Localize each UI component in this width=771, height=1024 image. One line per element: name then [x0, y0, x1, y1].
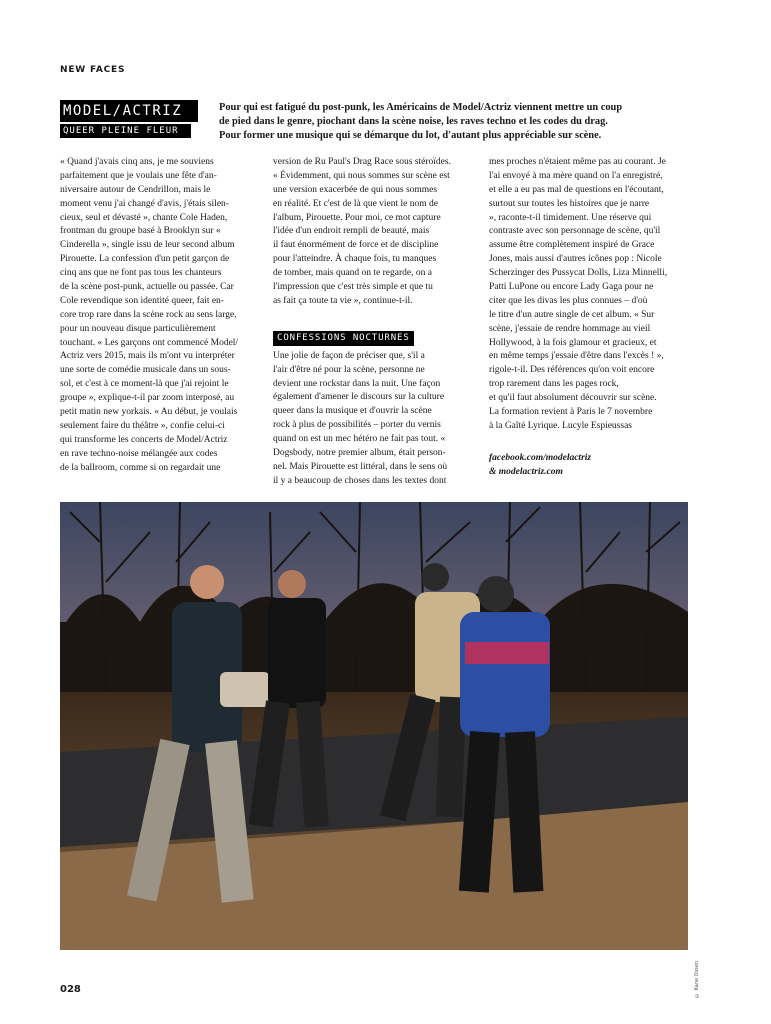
text-line: citer que les divas les plus connues – d'où	[489, 295, 648, 306]
intertitle: CONFESSIONS NOCTURNES	[273, 331, 414, 346]
text-line: moment venu j'ai changé d'avis, j'étais silen-	[60, 198, 229, 209]
text-line: en réalité. Et c'est de là que vient le nom de	[273, 198, 438, 209]
text-line: touchant. « Les garçons ont commencé Model/	[60, 337, 239, 348]
text-line: mes proches n'étaient même pas au courant. Je	[489, 157, 666, 167]
text-line: sol, et c'est à ce moment-là que j'ai rejoint le	[60, 379, 229, 390]
lede-line: Pour qui est fatigué du post-punk, les Américains de Model/Actriz viennent mettre un coup	[219, 102, 623, 113]
column-3	[489, 156, 689, 480]
text-line: Dogsbody, notre premier album, était person-	[273, 448, 446, 459]
text-line: contraste avec son personnage de scène, qu'il	[489, 226, 661, 237]
text-line: rigole-t-il. Des références qu'on voit encore	[489, 365, 655, 376]
column-2	[273, 156, 473, 489]
text-line: qui transforme les concerts de Model/Actriz	[60, 434, 228, 445]
column-1	[60, 156, 260, 475]
text-line: scène, j'essaie de rendre hommage au vieil	[489, 323, 651, 334]
text-line: cieux, seul et dévasté », chante Cole Haden,	[60, 212, 228, 223]
text-line: Une jolie de façon de préciser que, s'il a	[273, 350, 425, 361]
text-line: une version exacerbée de qui nous sommes	[273, 184, 438, 195]
page-number: 028	[60, 984, 81, 995]
text-line: parfaitement que je voulais une fête d'an-	[60, 170, 217, 181]
text-line: de tomber, mais quand on te regarde, on a	[273, 268, 432, 279]
text-line: en même temps j'essaie d'être dans l'excès ! »,	[489, 351, 664, 362]
text-line: seulement faire du théâtre », confie celui-ci	[60, 420, 225, 431]
lede	[219, 101, 679, 144]
text-line: en rave techno-noise mélangée aux codes	[60, 448, 218, 459]
text-line: Patti LuPone ou encore Lady Gaga pour ne	[489, 282, 654, 293]
text-line: Jones, mais aussi d'autres icônes pop : Nicole	[489, 254, 662, 265]
text-line: petit matin new yorkais. « Au début, je voulais	[60, 407, 238, 418]
text-line: as fait ça toute ta vie », continue-t-il.	[273, 295, 413, 306]
text-line: l'impression que c'est très simple et que tu	[273, 282, 433, 293]
text-line: devient une rockstar dans la nuit. Une façon	[273, 378, 441, 389]
text-line: pour un nouveau disque particulièrement	[60, 323, 216, 334]
text-line: également d'amener le discours sur la culture	[273, 392, 445, 403]
lede-line: Pour former une musique qui se démarque du lot, d'autant plus appréciable sur scène.	[219, 130, 602, 142]
text-line: l'album, Pirouette. Pour moi, ce mot capture	[273, 212, 441, 223]
text-line: une sorte de comédie musicale dans un sous-	[60, 365, 231, 376]
text-line: et elle a eu pas mal de questions en l'écoutant,	[489, 184, 664, 195]
text-line: le titre d'un autre single de cet album. « Sur	[489, 309, 655, 320]
text-line: « Quand j'avais cinq ans, je me souviens	[60, 157, 214, 167]
text-line: Actriz vers 2015, mais ils m'ont vu interpréter	[60, 351, 235, 362]
facebook-link[interactable]: facebook.com/modelactriz	[489, 452, 592, 463]
text-line: et qu'il faut absolument découvrir sur scène.	[489, 393, 657, 404]
text-line: l'air d'être né pour la scène, personne ne	[273, 364, 425, 375]
text-line: à la Gaîté Lyrique. Lucyle Espieussas	[489, 420, 632, 431]
text-line: groupe », explique-t-il par zoom interposé, au	[60, 393, 235, 404]
website-link[interactable]: & modelactriz.com	[489, 466, 563, 477]
article-subtitle: QUEER PLEINE FLEUR	[60, 124, 191, 138]
text-line: nel. Mais Pirouette est littéral, dans le sens où	[273, 461, 448, 472]
text-line: Hollywood, à la fois glamour et gracieux, et	[489, 337, 657, 348]
text-line: assume être complètement inspiré de Grace	[489, 240, 655, 251]
text-line: Scherzinger des Pussycat Dolls, Liza Minnelli,	[489, 268, 668, 279]
text-line: surtout sur toutes les histoires que je narre	[489, 198, 650, 209]
band-photo	[60, 502, 688, 950]
text-line: quand on est un mec hétéro ne fait pas tout. «	[273, 434, 446, 445]
text-line: Pirouette. La confession d'un petit garçon de	[60, 254, 230, 265]
text-line: il faut énormément de force et de discipline	[273, 240, 439, 251]
text-line: « Évidemment, qui nous sommes sur scène est	[273, 170, 450, 181]
text-line: core trop rare dans la scène rock au sens large,	[60, 309, 237, 320]
text-line: Cinderella », single issu de leur second album	[60, 240, 235, 251]
text-line: de la ballroom, comme si on regardait une	[60, 462, 221, 473]
text-line: Cole revendique son identité queer, fait en-	[60, 295, 224, 306]
lede-line: de pied dans le genre, piochant dans la scène noise, les raves techno et les codes du drag.	[219, 116, 608, 128]
text-line: », raconte-t-il timidement. Une réserve qui	[489, 212, 652, 223]
text-line: pour l'atteindre. À chaque fois, tu manques	[273, 254, 437, 265]
text-line: frontman du groupe basé à Brooklyn sur «	[60, 226, 221, 237]
text-line: queer dans la musique et d'ouvrir la scène	[273, 406, 432, 417]
text-line: il y a beaucoup de choses dans les textes dont	[273, 475, 447, 486]
section-label: NEW FACES	[60, 65, 126, 75]
text-line: version de Ru Paul's Drag Race sous stéroïdes.	[273, 157, 451, 167]
article-title: MODEL/ACTRIZ	[60, 100, 198, 122]
text-line: niversaire autour de Cendrillon, mais le	[60, 184, 211, 195]
text-line: l'ai envoyé à ma mère quand on l'a enregistré,	[489, 170, 663, 181]
text-line: cinq ans que ne font pas tous les chanteurs	[60, 268, 222, 279]
text-line: trop rarement dans les pages rock,	[489, 379, 619, 390]
photo-credit: © Kane Ossen	[694, 960, 700, 998]
text-line: rock à plus de possibilités – porter du vernis	[273, 420, 441, 431]
text-line: l'idée d'un endroit rempli de beauté, mais	[273, 226, 430, 237]
text-line: de la scène post-punk, actuelle ou passée. Car	[60, 282, 234, 293]
text-line: La formation revient à Paris le 7 novembre	[489, 407, 653, 418]
